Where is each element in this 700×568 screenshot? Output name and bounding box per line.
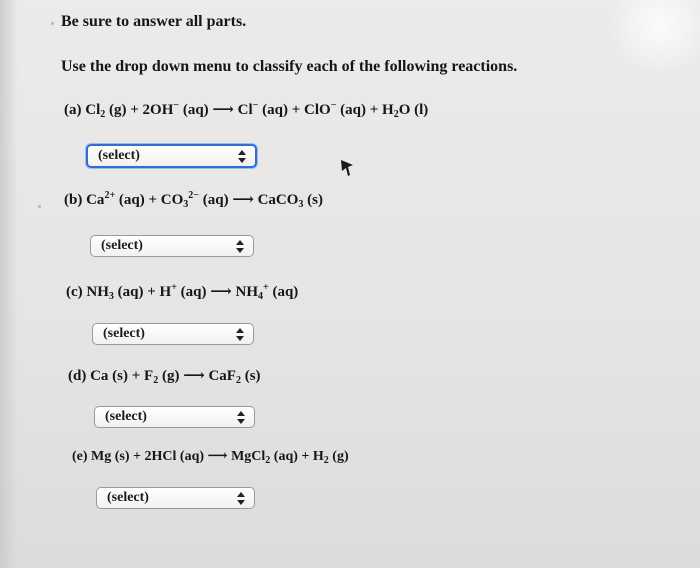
reaction-label: (e) bbox=[72, 449, 88, 464]
reaction-a bbox=[64, 100, 428, 120]
equation-text: (aq) bbox=[268, 284, 299, 300]
select-value: (select) bbox=[101, 238, 143, 253]
select-value: (select) bbox=[105, 409, 147, 424]
superscript: + bbox=[263, 282, 269, 293]
superscript: 2+ bbox=[104, 190, 116, 201]
equation-text: (aq) ⟶ NH bbox=[176, 284, 259, 300]
equation-text: Ca bbox=[86, 192, 105, 208]
select-value: (select) bbox=[98, 148, 140, 163]
equation-text: (aq) ⟶ CaCO bbox=[198, 192, 299, 208]
equation-text: (s) bbox=[240, 368, 261, 384]
reaction-e bbox=[72, 448, 349, 466]
select-reaction-d[interactable] bbox=[94, 406, 255, 428]
up-down-arrows-icon bbox=[238, 150, 246, 163]
equation-text: Cl bbox=[85, 102, 101, 118]
select-reaction-b[interactable] bbox=[90, 235, 254, 257]
left-shadow bbox=[0, 0, 18, 568]
reaction-label: (a) bbox=[64, 102, 82, 118]
superscript: + bbox=[171, 282, 177, 293]
equation-text: (aq) + H bbox=[270, 449, 324, 464]
screen-glare bbox=[600, 0, 700, 80]
subscript: 2 bbox=[323, 455, 329, 466]
select-reaction-c[interactable] bbox=[92, 323, 254, 345]
mouse-pointer-icon bbox=[340, 159, 354, 177]
equation-text: (aq) + CO bbox=[115, 192, 184, 208]
superscript: 2− bbox=[188, 190, 199, 201]
reaction-b bbox=[64, 190, 323, 210]
superscript: − bbox=[330, 100, 337, 111]
equation-text: (g) + 2OH bbox=[105, 102, 174, 118]
equation-text: (aq) + ClO bbox=[258, 102, 331, 118]
subscript: 2 bbox=[235, 375, 241, 386]
up-down-arrows-icon bbox=[237, 411, 245, 424]
equation-text: (g) bbox=[328, 449, 349, 464]
select-value: (select) bbox=[103, 326, 145, 341]
subscript: 2 bbox=[393, 109, 399, 120]
superscript: − bbox=[173, 100, 180, 111]
equation-text: (aq) ⟶ Cl bbox=[179, 102, 253, 118]
subscript: 2 bbox=[265, 455, 271, 466]
subscript: 2 bbox=[100, 109, 106, 120]
up-down-arrows-icon bbox=[236, 240, 244, 253]
bullet-dot bbox=[38, 205, 41, 208]
subscript: 3 bbox=[298, 199, 304, 210]
select-value: (select) bbox=[107, 490, 149, 505]
reaction-c bbox=[66, 282, 298, 302]
subscript: 4 bbox=[258, 291, 264, 302]
equation-text: (s) bbox=[303, 192, 323, 208]
equation-text: (aq) + H bbox=[113, 284, 172, 300]
reaction-equation bbox=[91, 449, 349, 464]
select-reaction-e[interactable] bbox=[96, 487, 255, 509]
select-reaction-a[interactable] bbox=[86, 144, 257, 168]
subscript: 2 bbox=[153, 375, 159, 386]
instruction-title: Be sure to answer all parts. bbox=[61, 13, 247, 30]
subscript: 3 bbox=[183, 199, 189, 210]
reaction-equation bbox=[90, 368, 260, 384]
equation-text: O (l) bbox=[398, 102, 429, 118]
equation-text: NH bbox=[86, 284, 109, 300]
reaction-label: (d) bbox=[68, 368, 87, 384]
reaction-equation bbox=[86, 192, 323, 208]
reaction-label: (b) bbox=[64, 192, 83, 208]
up-down-arrows-icon bbox=[236, 328, 244, 341]
equation-text: Ca (s) + F bbox=[90, 368, 154, 384]
subscript: 3 bbox=[108, 291, 114, 302]
up-down-arrows-icon bbox=[237, 492, 245, 505]
superscript: − bbox=[252, 100, 259, 111]
reaction-equation bbox=[85, 102, 428, 118]
reaction-label: (c) bbox=[66, 284, 83, 300]
reaction-d bbox=[68, 366, 261, 386]
equation-text: Mg (s) + 2HCl (aq) ⟶ MgCl bbox=[91, 449, 266, 464]
instruction-text: Use the drop down menu to classify each of the following reactions. bbox=[61, 58, 518, 75]
equation-text: (g) ⟶ CaF bbox=[158, 368, 236, 384]
reaction-equation bbox=[86, 284, 298, 300]
equation-text: (aq) + H bbox=[336, 102, 394, 118]
bullet-dot bbox=[51, 22, 54, 25]
